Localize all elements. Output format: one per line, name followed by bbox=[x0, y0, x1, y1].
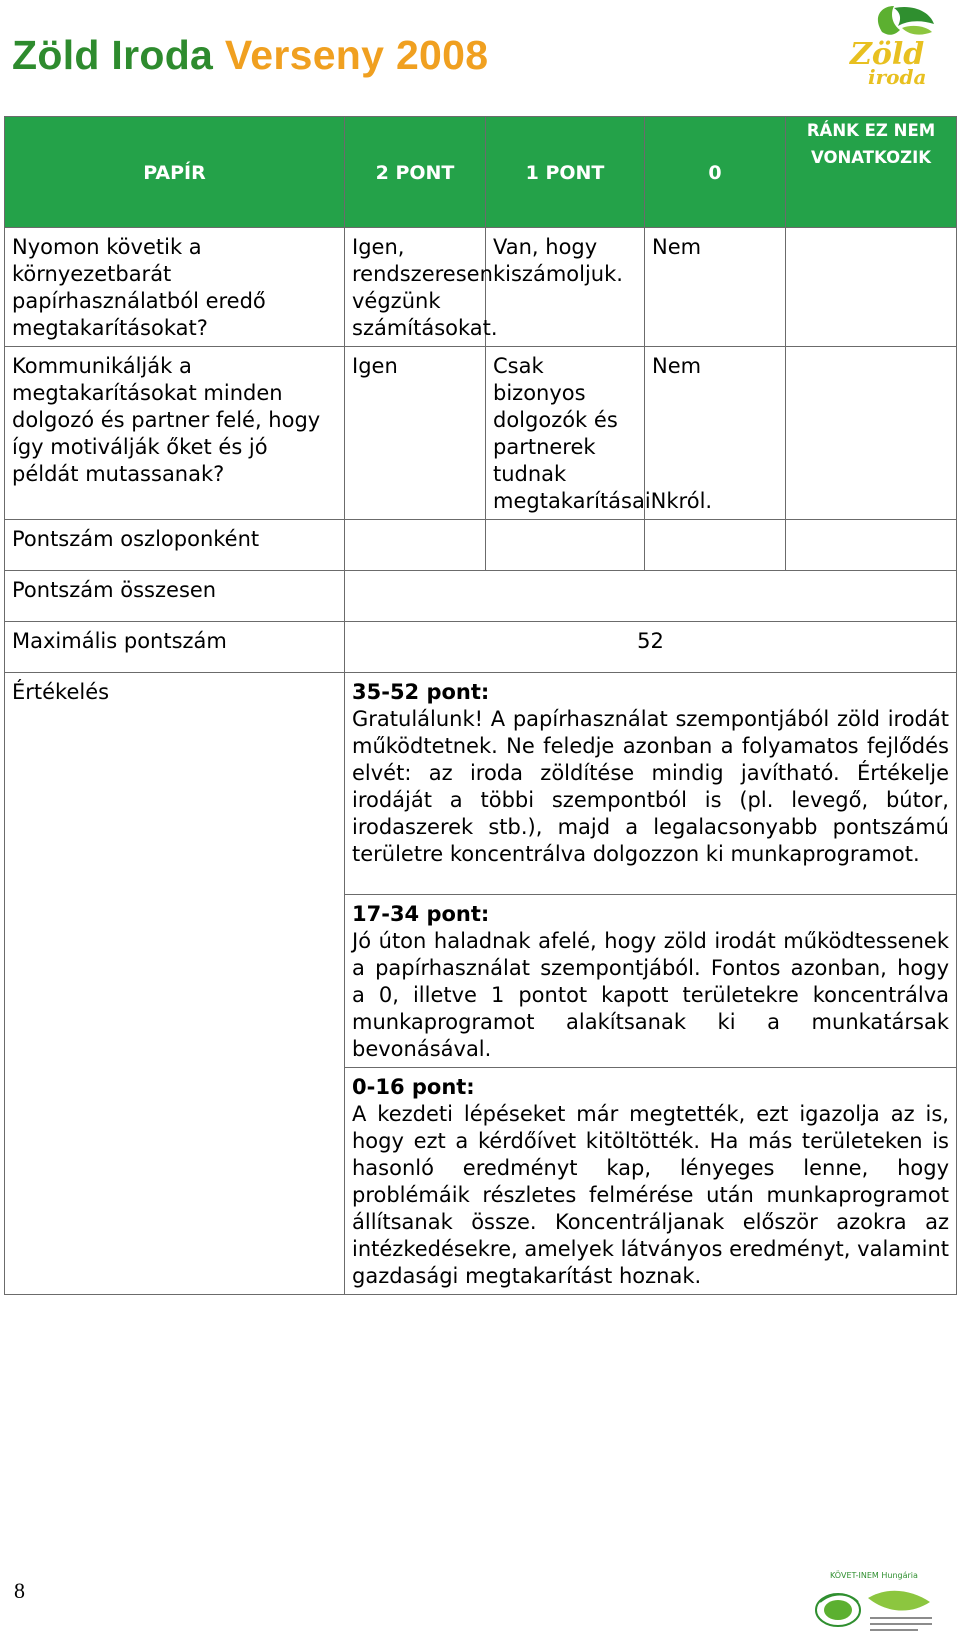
page-title bbox=[12, 32, 488, 79]
not-applicable-cell bbox=[786, 228, 957, 347]
question-cell: Kommunikálják a megtakarításokat minden dolgozó és partner felé, hogy így motiválják őket és jó példát mutassanak? bbox=[5, 347, 345, 520]
table-row bbox=[5, 228, 957, 347]
max-score-row bbox=[5, 622, 957, 673]
one-point-cell: Csak bizonyos dolgozók és partnerek tudnak megtakarításaiNkról. bbox=[486, 347, 645, 520]
score-total-label: Pontszám összesen bbox=[5, 571, 345, 622]
page-number: 8 bbox=[14, 1578, 25, 1603]
score-total-value bbox=[345, 571, 957, 622]
two-points-cell: Igen, rendszeresen végzünk számításokat. bbox=[345, 228, 486, 347]
score-two-cell bbox=[345, 520, 486, 571]
one-point-cell: Van, hogy kiszámoljuk. bbox=[486, 228, 645, 347]
title-green-part: Zöld Iroda bbox=[12, 32, 214, 78]
table-row bbox=[5, 347, 957, 520]
table-header-row bbox=[5, 117, 957, 228]
column-header-not-applicable: RÁNK EZ NEM VONATKOZIK bbox=[786, 117, 957, 228]
evaluation-range: 17-34 pont: bbox=[352, 902, 490, 926]
evaluation-range: 0-16 pont: bbox=[352, 1075, 475, 1099]
evaluation-text: Gratulálunk! A papírhasználat szempontjából zöld irodát működtetnek. Ne feledje azonban a folyamatos fejlődés elvét: az iroda zöldítése mindig javítható. Értékelje irodáját a többi szempontból is (pl. levegő, bútor, irodaszerek stb.), majd a legalacsonyabb pontszámú területre koncentrálva dolgozzon ki munkaprogramot. bbox=[352, 707, 949, 866]
svg-text:KÖVET-INEM Hungária: KÖVET-INEM Hungária bbox=[830, 1571, 918, 1580]
evaluation-text: A kezdeti lépéseket már megtették, ezt igazolja az is, hogy ezt a kérdőívet kitöltötték. Ha más területeken is hasonló eredményt kap, lényeges lenne, hogy problémáik részletes felmérése után munkaprogramot állítsanak össze. Koncentráljanak először azokra az intézkedésekre, amelyek látványos eredményt, valamint gazdasági megtakarítást hoznak. bbox=[352, 1102, 949, 1288]
kovet-inem-logo bbox=[808, 1568, 938, 1640]
score-one-cell bbox=[486, 520, 645, 571]
column-header-two-points: 2 PONT bbox=[345, 117, 486, 228]
column-header-zero: 0 bbox=[645, 117, 786, 228]
zold-iroda-logo bbox=[842, 2, 938, 88]
column-header-one-point: 1 PONT bbox=[486, 117, 645, 228]
evaluation-cell-low bbox=[345, 1068, 957, 1295]
score-na-cell bbox=[786, 520, 957, 571]
evaluation-cell-mid bbox=[345, 895, 957, 1068]
question-cell: Nyomon követik a környezetbarát papírhasználatból eredő megtakarításokat? bbox=[5, 228, 345, 347]
evaluation-cell-high bbox=[345, 673, 957, 895]
score-total-row bbox=[5, 571, 957, 622]
column-header-topic: PAPÍR bbox=[5, 117, 345, 228]
evaluation-range: 35-52 pont: bbox=[352, 680, 490, 704]
max-score-label: Maximális pontszám bbox=[5, 622, 345, 673]
score-zero-cell bbox=[645, 520, 786, 571]
evaluation-row bbox=[5, 673, 957, 895]
score-per-column-row bbox=[5, 520, 957, 571]
evaluation-text: Jó úton haladnak afelé, hogy zöld irodát működtessenek a papírhasználat szempontjából. Fontos azonban, hogy a 0, illetve 1 pontot kapott területekre koncentrálva munkaprogramot alakítsanak ki a munkatársak bevonásával. bbox=[352, 929, 949, 1061]
evaluation-label: Értékelés bbox=[5, 673, 345, 1295]
max-score-value: 52 bbox=[345, 622, 957, 673]
title-orange-part: Verseny 2008 bbox=[224, 32, 489, 78]
zero-cell: Nem bbox=[645, 228, 786, 347]
score-per-column-label: Pontszám oszloponként bbox=[5, 520, 345, 571]
svg-text:Zöld: Zöld bbox=[850, 37, 925, 72]
two-points-cell: Igen bbox=[345, 347, 486, 520]
not-applicable-cell bbox=[786, 347, 957, 520]
zero-cell: Nem bbox=[645, 347, 786, 520]
paper-questionnaire-table bbox=[4, 116, 957, 1295]
svg-text:iroda: iroda bbox=[868, 65, 927, 88]
